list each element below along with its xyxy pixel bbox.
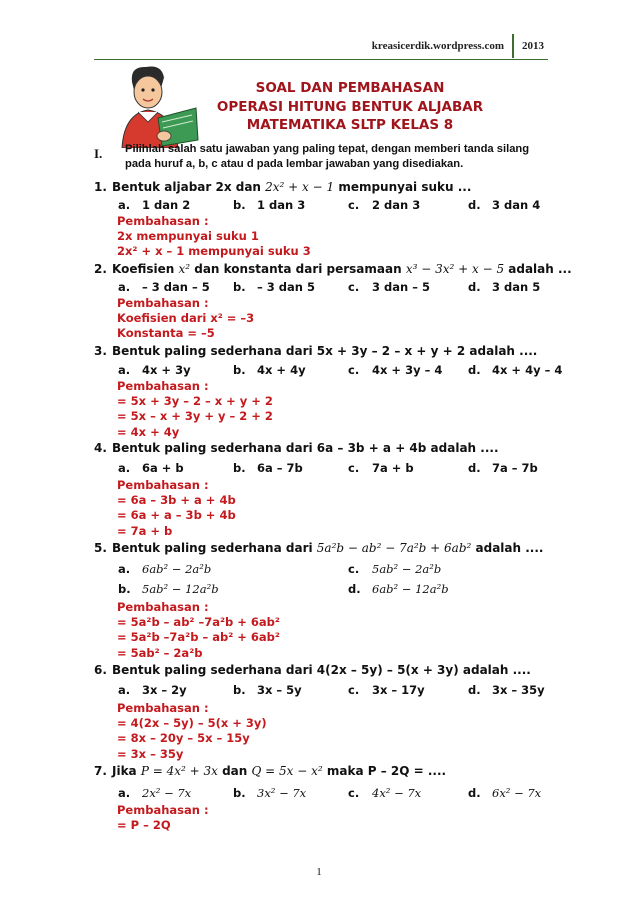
option-text: 3x – 2y	[142, 683, 187, 697]
option-letter: d.	[468, 786, 481, 800]
header-rule	[94, 59, 548, 60]
page-number: 1	[316, 866, 322, 878]
question-text: Bentuk aljabar 2x dan	[112, 180, 266, 194]
question-math: 5a²b − ab² − 7a²b + 6ab²	[316, 541, 472, 555]
explanation-heading: Pembahasan :	[117, 701, 209, 715]
option-text: 5ab² − 12a²b	[142, 582, 219, 596]
question-math-2: x³ − 3x² + x − 5	[405, 262, 505, 276]
option-letter: d.	[468, 363, 481, 377]
explanation-heading: Pembahasan :	[117, 296, 209, 310]
option-letter: c.	[348, 461, 360, 475]
option-b[interactable]	[118, 582, 219, 596]
option-text: 6x² − 7x	[492, 786, 542, 800]
question-7	[94, 764, 446, 778]
option-text: – 3 dan – 5	[142, 280, 210, 294]
question-number: 1.	[94, 180, 107, 194]
option-letter: d.	[468, 280, 481, 294]
title-line-3: MATEMATIKA SLTP KELAS 8	[246, 117, 454, 133]
explanation-6	[117, 701, 267, 762]
option-letter: c.	[348, 280, 360, 294]
explanation-line: = P – 2Q	[117, 818, 171, 833]
option-text: – 3 dan 5	[257, 280, 315, 294]
option-text: 3 dan – 5	[372, 280, 430, 294]
explanation-5	[117, 600, 280, 661]
option-letter: b.	[233, 198, 246, 212]
section-number: I.	[94, 146, 103, 161]
option-letter: d.	[468, 461, 481, 475]
option-d[interactable]	[468, 280, 540, 294]
explanation-line: 2x² + x – 1 mempunyai suku 3	[117, 244, 311, 259]
option-letter: b.	[233, 461, 246, 475]
explanation-7	[117, 803, 209, 833]
question-number: 4.	[94, 441, 107, 455]
question-text-mid: dan	[217, 764, 252, 778]
explanation-line: = 5x + 3y – 2 – x + y + 2	[117, 394, 273, 409]
question-number: 5.	[94, 541, 107, 555]
option-d[interactable]	[468, 363, 562, 377]
option-d[interactable]	[468, 461, 538, 475]
explanation-1	[117, 214, 311, 260]
explanation-line: 2x mempunyai suku 1	[117, 229, 259, 244]
explanation-heading: Pembahasan :	[117, 214, 209, 228]
option-c[interactable]	[348, 786, 421, 800]
explanation-line: = 4x + 4y	[117, 424, 180, 439]
option-b[interactable]	[233, 683, 302, 697]
explanation-line: = 3x – 35y	[117, 746, 184, 761]
option-text: 4x² − 7x	[372, 786, 422, 800]
option-letter: a.	[118, 280, 131, 294]
option-c[interactable]	[348, 562, 441, 576]
explanation-line: = 5x – x + 3y + y – 2 + 2	[117, 409, 273, 424]
question-text-end: mempunyai suku ...	[334, 180, 472, 194]
option-letter: d.	[468, 683, 481, 697]
option-text: 3x – 17y	[372, 683, 425, 697]
question-text: Jika	[112, 764, 141, 778]
option-a[interactable]	[118, 363, 191, 377]
option-text: 3 dan 5	[492, 280, 541, 294]
option-text: 7a – 7b	[492, 461, 538, 475]
option-letter: c.	[348, 198, 360, 212]
option-letter: d.	[468, 198, 481, 212]
option-c[interactable]	[348, 461, 414, 475]
question-text: Bentuk paling sederhana dari 4(2x – 5y) – 5(x + 3y) adalah ....	[112, 663, 531, 677]
header-site: kreasicerdik.wordpress.com	[371, 40, 504, 52]
option-text: 4x + 3y – 4	[372, 363, 443, 377]
option-text: 3x² − 7x	[257, 786, 307, 800]
option-a[interactable]	[118, 280, 210, 294]
question-text: Koefisien	[112, 262, 179, 276]
explanation-line: = 5ab² – 2a²b	[117, 645, 203, 660]
option-b[interactable]	[233, 786, 306, 800]
option-letter: c.	[348, 683, 360, 697]
explanation-line: = 8x – 20y – 5x – 15y	[117, 731, 250, 746]
title-line-2: OPERASI HITUNG BENTUK ALJABAR	[216, 99, 484, 115]
option-letter: c.	[348, 363, 360, 377]
option-a[interactable]	[118, 786, 191, 800]
question-6	[94, 663, 531, 677]
question-text-end: adalah ...	[504, 262, 572, 276]
question-2	[94, 262, 572, 276]
option-d[interactable]	[468, 786, 541, 800]
option-a[interactable]	[118, 198, 190, 212]
question-3	[94, 344, 537, 358]
question-number: 2.	[94, 262, 107, 276]
option-c[interactable]	[348, 280, 430, 294]
question-number: 7.	[94, 764, 107, 778]
option-a[interactable]	[118, 683, 187, 697]
option-letter: d.	[348, 582, 361, 596]
question-4	[94, 441, 499, 455]
option-letter: a.	[118, 198, 131, 212]
option-text: 3 dan 4	[492, 198, 541, 212]
option-letter: a.	[118, 562, 131, 576]
option-b[interactable]	[233, 198, 305, 212]
option-d[interactable]	[468, 198, 540, 212]
explanation-line: = 5a²b – ab² –7a²b + 6ab²	[117, 615, 280, 630]
option-letter: c.	[348, 786, 360, 800]
question-math-2: Q = 5x − x²	[251, 764, 323, 778]
option-c[interactable]	[348, 363, 442, 377]
question-text: Bentuk paling sederhana dari	[112, 541, 317, 555]
option-letter: b.	[233, 786, 246, 800]
option-a[interactable]	[118, 461, 184, 475]
option-text: 1 dan 2	[142, 198, 191, 212]
explanation-3	[117, 379, 273, 440]
option-b[interactable]	[233, 363, 306, 377]
question-text: Bentuk paling sederhana dari 6a – 3b + a + 4b adalah ....	[112, 441, 499, 455]
explanation-line: Koefisien dari x² = –3	[117, 311, 255, 326]
option-text: 7a + b	[372, 461, 414, 475]
option-letter: b.	[233, 280, 246, 294]
option-a[interactable]	[118, 562, 211, 576]
option-text: 4x + 4y	[257, 363, 306, 377]
explanation-heading: Pembahasan :	[117, 803, 209, 817]
option-d[interactable]	[348, 582, 449, 596]
question-text-mid: dan konstanta dari persamaan	[190, 262, 406, 276]
option-text: 2 dan 3	[372, 198, 421, 212]
explanation-line: = 7a + b	[117, 523, 173, 538]
explanation-heading: Pembahasan :	[117, 379, 209, 393]
option-text: 1 dan 3	[257, 198, 306, 212]
option-text: 4x + 4y – 4	[492, 363, 563, 377]
option-letter: b.	[233, 363, 246, 377]
title-line-1: SOAL DAN PEMBAHASAN	[255, 80, 445, 96]
option-text: 6ab² − 2a²b	[142, 562, 212, 576]
option-letter: c.	[348, 562, 360, 576]
explanation-line: = 4(2x – 5y) – 5(x + 3y)	[117, 716, 267, 731]
explanation-line: = 6a – 3b + a + 4b	[117, 493, 236, 508]
question-5	[94, 541, 543, 555]
instruction-text: Pilihlah salah satu jawaban yang paling tepat, dengan memberi tanda silang pada huruf a, b, c atau d pada lembar jawaban yang disediakan.	[125, 143, 530, 170]
question-math: 2x² + x − 1	[265, 180, 335, 194]
option-b[interactable]	[233, 280, 315, 294]
question-number: 6.	[94, 663, 107, 677]
question-1	[94, 180, 471, 194]
option-letter: b.	[118, 582, 131, 596]
header-year: 2013	[522, 40, 544, 52]
explanation-line: = 6a + a – 3b + 4b	[117, 508, 236, 523]
option-text: 6a + b	[142, 461, 184, 475]
question-number: 3.	[94, 344, 107, 358]
option-text: 3x – 35y	[492, 683, 545, 697]
explanation-4	[117, 478, 236, 539]
explanation-line: = 5a²b –7a²b – ab² + 6ab²	[117, 630, 280, 645]
question-math: P = 4x² + 3x	[140, 764, 218, 778]
option-b[interactable]	[233, 461, 303, 475]
option-c[interactable]	[348, 198, 420, 212]
option-text: 6ab² − 12a²b	[372, 582, 449, 596]
option-letter: a.	[118, 363, 131, 377]
question-text: Bentuk paling sederhana dari 5x + 3y – 2 – x + y + 2 adalah ....	[112, 344, 538, 358]
option-text: 3x – 5y	[257, 683, 302, 697]
option-text: 4x + 3y	[142, 363, 191, 377]
option-letter: a.	[118, 461, 131, 475]
explanation-line: Konstanta = –5	[117, 326, 215, 341]
option-text: 2x² − 7x	[142, 786, 192, 800]
explanation-heading: Pembahasan :	[117, 478, 209, 492]
explanation-2	[117, 296, 254, 342]
option-text: 5ab² − 2a²b	[372, 562, 442, 576]
question-math: x²	[178, 262, 191, 276]
question-text-end: maka P – 2Q = ....	[322, 764, 447, 778]
option-letter: a.	[118, 683, 131, 697]
explanation-heading: Pembahasan :	[117, 600, 209, 614]
option-letter: b.	[233, 683, 246, 697]
option-text: 6a – 7b	[257, 461, 303, 475]
option-d[interactable]	[468, 683, 545, 697]
option-c[interactable]	[348, 683, 425, 697]
page-header	[372, 40, 544, 52]
question-text-end: adalah ....	[471, 541, 544, 555]
option-letter: a.	[118, 786, 131, 800]
